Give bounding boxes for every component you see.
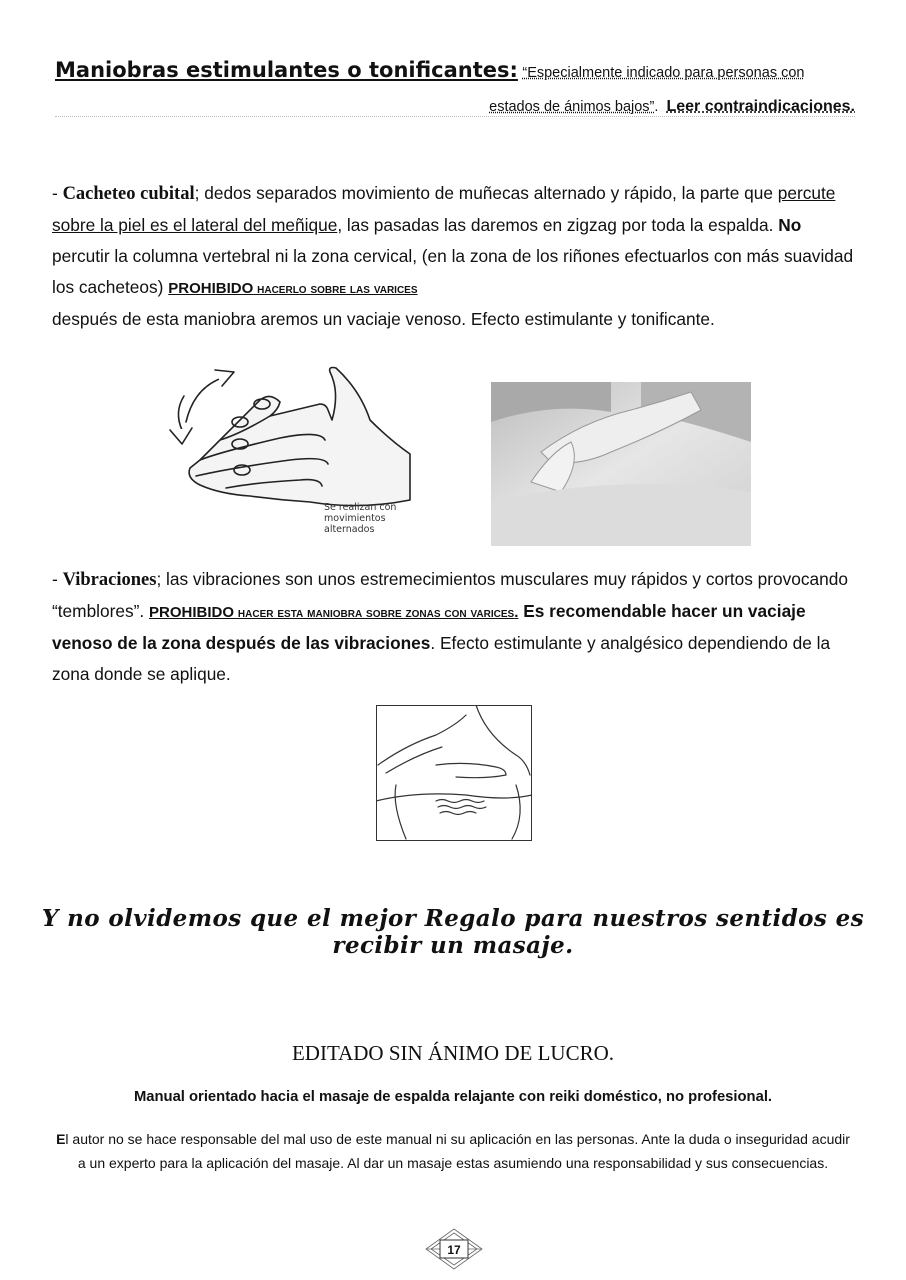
vibraciones-warning-end: .: [514, 604, 519, 621]
cacheteo-term: Cacheteo cubital: [62, 184, 195, 204]
closing-quote: Y no olvidemos que el mejor Regalo para nuestros sentidos es recibir un masaje.: [41, 905, 865, 959]
heading-row2: [489, 98, 855, 116]
manual-note: Manual orientado hacia el masaje de espalda relajante con reiki doméstico, no profesional.: [133, 1089, 773, 1105]
heading-quote-part1: “Especialmente indicado para personas con: [522, 65, 805, 81]
massage-photo: [491, 382, 751, 546]
vibraciones-term: Vibraciones: [62, 570, 157, 590]
cacheteo-warning-big: PROHIBIDO: [168, 280, 254, 297]
cacheteo-text4: después de esta maniobra aremos un vaciaje venoso. Efecto estimulante y tonificante.: [52, 309, 715, 329]
vibraciones-warning-small: hacer esta maniobra sobre zonas con varices: [234, 604, 515, 620]
cacheteo-underlined: percute sobre la piel es el lateral del meñique: [52, 183, 836, 235]
disclaimer-first-letter: E: [56, 1131, 66, 1147]
heading-quote-part2: estados de ánimos bajos”: [489, 99, 655, 115]
heading-period: .: [654, 99, 659, 115]
vibraciones-text2: . Efecto estimulante y analgésico dependiendo de la zona donde se aplique.: [52, 633, 831, 684]
vibraciones-text1: ; las vibraciones son unos estremecimientos musculares muy rápidos y cortos provocando “temblores”.: [52, 569, 848, 621]
cacheteo-paragraph: [52, 178, 860, 335]
disclaimer: [52, 1128, 854, 1175]
drawing-caption-1: Se realizan con: [324, 502, 397, 513]
cacheteo-warning-small: hacerlo sobre las varices: [253, 280, 418, 296]
vibraciones-paragraph: [52, 564, 860, 690]
heading-title: Maniobras estimulantes o tonificantes:: [55, 58, 518, 82]
disclaimer-text: l autor no se hace responsable del mal uso de este manual ni su aplicación en las personas. Ante la duda o inseguridad acudir a un experto para la aplicación del masaje. Al dar un masaje estas asumiendo una responsabilidad y sus consecuencias.: [65, 1131, 850, 1171]
drawing-caption-2: movimientos: [324, 513, 386, 524]
vibraciones-dash: -: [52, 569, 63, 589]
cacheteo-text3: percutir la columna vertebral ni la zona cervical, (en la zona de los riñones efectuarlos con más suavidad los cacheteos): [52, 246, 854, 297]
vibraciones-bold: Es recomendable hacer un vaciaje venoso de la zona después de las vibraciones: [52, 601, 806, 653]
cacheteo-dash: -: [52, 183, 63, 203]
cacheteo-warning: [168, 280, 417, 297]
page-heading: [55, 58, 855, 115]
vibration-drawing: [376, 705, 532, 841]
page-number: 17: [447, 1243, 461, 1257]
drawing-caption-3: alternados: [324, 524, 375, 535]
cacheteo-no: No: [778, 215, 802, 235]
vibraciones-warning: [149, 604, 518, 621]
page-number-badge: [424, 1228, 484, 1270]
heading-divider: [55, 116, 855, 117]
vibraciones-warning-big: PROHIBIDO: [149, 604, 235, 621]
hand-percussion-drawing: [160, 360, 460, 540]
read-contraindications-link[interactable]: Leer contraindicaciones.: [666, 98, 855, 115]
cacheteo-text1: ; dedos separados movimiento de muñecas alternado y rápido, la parte que: [194, 183, 778, 203]
cacheteo-text2: , las pasadas las daremos en zigzag por toda la espalda.: [337, 215, 779, 235]
edited-notice: EDITADO SIN ÁNIMO DE LUCRO.: [291, 1041, 615, 1065]
